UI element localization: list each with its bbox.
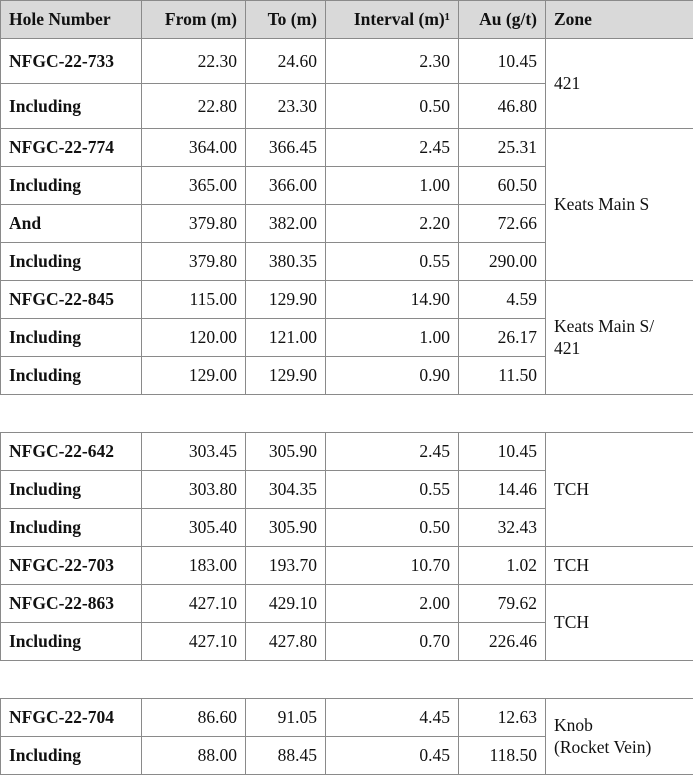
cell-hole-number: Including <box>1 357 142 395</box>
cell-to: 305.90 <box>246 433 326 471</box>
cell-au: 290.00 <box>459 243 546 281</box>
cell-to: 121.00 <box>246 319 326 357</box>
cell-to: 427.80 <box>246 623 326 661</box>
cell-interval: 2.00 <box>326 585 459 623</box>
table-row <box>1 281 693 319</box>
spacer-cell <box>1 395 693 433</box>
cell-au: 60.50 <box>459 167 546 205</box>
cell-from: 379.80 <box>142 243 246 281</box>
table-row <box>1 547 693 585</box>
cell-interval: 0.55 <box>326 471 459 509</box>
cell-hole-number: Including <box>1 84 142 129</box>
cell-from: 427.10 <box>142 585 246 623</box>
cell-to: 366.45 <box>246 129 326 167</box>
cell-interval: 2.20 <box>326 205 459 243</box>
header-interval: Interval (m)¹ <box>326 1 459 39</box>
cell-hole-number: And <box>1 205 142 243</box>
spacer-row <box>1 395 693 433</box>
cell-to: 304.35 <box>246 471 326 509</box>
cell-from: 129.00 <box>142 357 246 395</box>
cell-au: 118.50 <box>459 737 546 775</box>
cell-interval: 0.50 <box>326 509 459 547</box>
cell-au: 11.50 <box>459 357 546 395</box>
cell-au: 25.31 <box>459 129 546 167</box>
cell-hole-number: Including <box>1 737 142 775</box>
cell-to: 380.35 <box>246 243 326 281</box>
cell-hole-number: Including <box>1 471 142 509</box>
cell-au: 226.46 <box>459 623 546 661</box>
cell-from: 22.30 <box>142 39 246 84</box>
table-row <box>1 129 693 167</box>
spacer-row <box>1 661 693 699</box>
table-row <box>1 433 693 471</box>
cell-from: 303.80 <box>142 471 246 509</box>
header-row <box>1 1 693 39</box>
cell-from: 305.40 <box>142 509 246 547</box>
header-from: From (m) <box>142 1 246 39</box>
cell-zone: 421 <box>546 39 693 129</box>
cell-zone: TCH <box>546 433 693 547</box>
cell-au: 1.02 <box>459 547 546 585</box>
table-row <box>1 39 693 84</box>
cell-hole-number: Including <box>1 319 142 357</box>
cell-from: 365.00 <box>142 167 246 205</box>
cell-au: 46.80 <box>459 84 546 129</box>
cell-interval: 0.45 <box>326 737 459 775</box>
cell-au: 10.45 <box>459 39 546 84</box>
header-hole-number: Hole Number <box>1 1 142 39</box>
cell-hole-number: NFGC-22-845 <box>1 281 142 319</box>
cell-hole-number: NFGC-22-863 <box>1 585 142 623</box>
cell-to: 24.60 <box>246 39 326 84</box>
cell-au: 12.63 <box>459 699 546 737</box>
header-au: Au (g/t) <box>459 1 546 39</box>
cell-hole-number: NFGC-22-704 <box>1 699 142 737</box>
spacer-cell <box>1 661 693 699</box>
cell-au: 10.45 <box>459 433 546 471</box>
cell-interval: 1.00 <box>326 167 459 205</box>
table-row <box>1 699 693 737</box>
cell-hole-number: NFGC-22-733 <box>1 39 142 84</box>
cell-from: 427.10 <box>142 623 246 661</box>
cell-from: 86.60 <box>142 699 246 737</box>
cell-au: 72.66 <box>459 205 546 243</box>
cell-from: 88.00 <box>142 737 246 775</box>
cell-au: 32.43 <box>459 509 546 547</box>
cell-zone: TCH <box>546 585 693 661</box>
cell-to: 129.90 <box>246 357 326 395</box>
cell-from: 379.80 <box>142 205 246 243</box>
cell-interval: 0.50 <box>326 84 459 129</box>
cell-to: 23.30 <box>246 84 326 129</box>
table-row <box>1 585 693 623</box>
cell-interval: 10.70 <box>326 547 459 585</box>
cell-to: 382.00 <box>246 205 326 243</box>
table-body <box>1 39 693 775</box>
cell-interval: 0.55 <box>326 243 459 281</box>
cell-zone: Keats Main S <box>546 129 693 281</box>
cell-hole-number: NFGC-22-642 <box>1 433 142 471</box>
cell-au: 79.62 <box>459 585 546 623</box>
cell-from: 303.45 <box>142 433 246 471</box>
cell-interval: 2.30 <box>326 39 459 84</box>
cell-to: 129.90 <box>246 281 326 319</box>
cell-interval: 2.45 <box>326 129 459 167</box>
cell-interval: 0.70 <box>326 623 459 661</box>
cell-to: 88.45 <box>246 737 326 775</box>
header-zone: Zone <box>546 1 693 39</box>
header-to: To (m) <box>246 1 326 39</box>
cell-from: 115.00 <box>142 281 246 319</box>
cell-to: 366.00 <box>246 167 326 205</box>
cell-hole-number: Including <box>1 167 142 205</box>
cell-to: 193.70 <box>246 547 326 585</box>
cell-hole-number: NFGC-22-774 <box>1 129 142 167</box>
cell-hole-number: NFGC-22-703 <box>1 547 142 585</box>
cell-from: 183.00 <box>142 547 246 585</box>
cell-zone: TCH <box>546 547 693 585</box>
cell-from: 120.00 <box>142 319 246 357</box>
cell-au: 4.59 <box>459 281 546 319</box>
cell-zone: Keats Main S/ 421 <box>546 281 693 395</box>
cell-interval: 14.90 <box>326 281 459 319</box>
cell-from: 22.80 <box>142 84 246 129</box>
cell-to: 429.10 <box>246 585 326 623</box>
cell-interval: 2.45 <box>326 433 459 471</box>
cell-from: 364.00 <box>142 129 246 167</box>
cell-au: 14.46 <box>459 471 546 509</box>
cell-to: 91.05 <box>246 699 326 737</box>
cell-interval: 1.00 <box>326 319 459 357</box>
cell-hole-number: Including <box>1 509 142 547</box>
cell-to: 305.90 <box>246 509 326 547</box>
cell-hole-number: Including <box>1 243 142 281</box>
cell-interval: 0.90 <box>326 357 459 395</box>
cell-hole-number: Including <box>1 623 142 661</box>
cell-au: 26.17 <box>459 319 546 357</box>
cell-interval: 4.45 <box>326 699 459 737</box>
cell-zone: Knob (Rocket Vein) <box>546 699 693 775</box>
